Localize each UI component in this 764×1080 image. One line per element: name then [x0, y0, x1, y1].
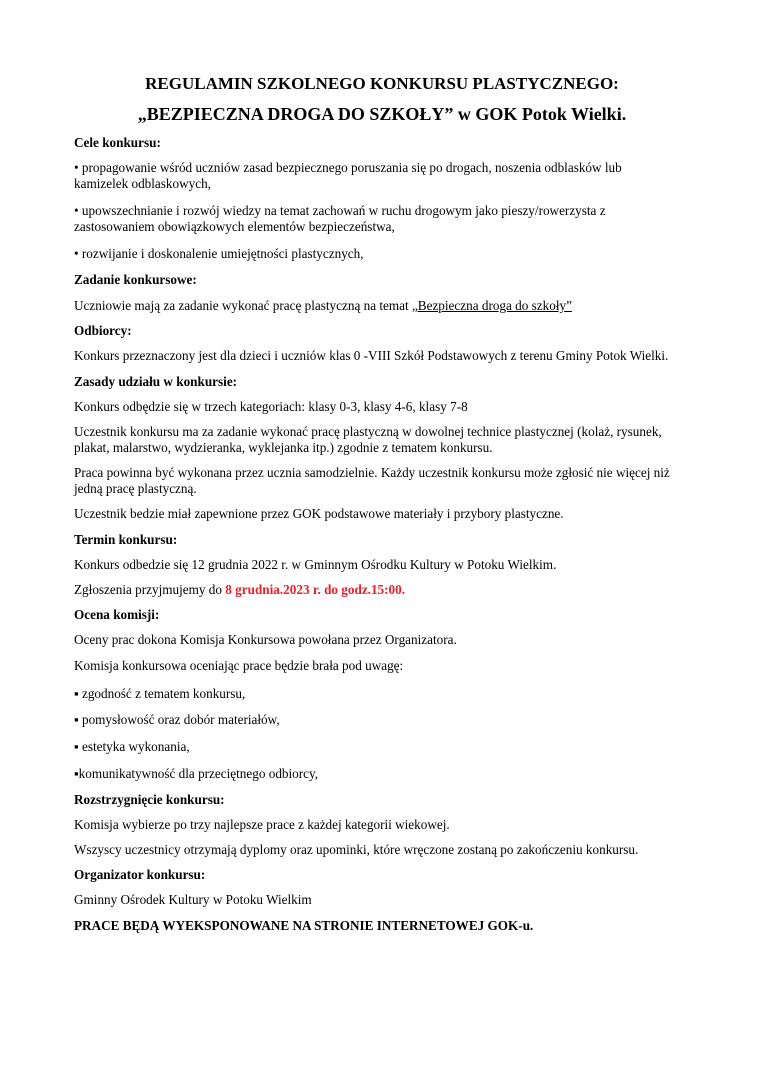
- goal-item-2-line-2: zastosowaniem obowiązkowych elementów bezpieczeństwa,: [74, 219, 395, 234]
- criterion-item-2: ▪ pomysłowość oraz dobór materiałów,: [74, 712, 280, 727]
- contest-date: Konkurs odbedzie się 12 grudnia 2022 r. w Gminnym Ośrodku Kultury w Potoku Wielkim.: [74, 557, 557, 572]
- rules-individual-line-1: Praca powinna być wykonana przez ucznia samodzielnie. Każdy uczestnik konkursu może zgłosić nie więcej niż: [74, 465, 670, 480]
- results-awards: Wszyscy uczestnicy otrzymają dyplomy oraz upominki, które wręczone zostaną po zakończeniu konkursu.: [74, 842, 639, 857]
- criterion-item-4: ▪komunikatywność dla przeciętnego odbiorcy,: [74, 766, 319, 781]
- audience-text: Konkurs przeznaczony jest dla dzieci i uczniów klas 0 -VIII Szkół Podstawowych z terenu Gminy Potok Wielki.: [74, 348, 669, 363]
- task-topic: „Bezpieczna droga do szkoły”: [411, 298, 572, 313]
- section-heading-ocena: Ocena komisji:: [74, 607, 160, 622]
- section-heading-odbiorcy: Odbiorcy:: [74, 323, 132, 338]
- rules-technique-line-1: Uczestnik konkursu ma za zadanie wykonać pracę plastyczną w dowolnej technice plastycznej (kolaż, rysunek,: [74, 424, 662, 439]
- task-description: [74, 298, 572, 314]
- rules-materials: Uczestnik bedzie miał zapewnione przez GOK podstawowe materiały i przybory plastyczne.: [74, 506, 564, 521]
- section-heading-organizator: Organizator konkursu:: [74, 867, 206, 882]
- document-subtitle: „BEZPIECZNA DROGA DO SZKOŁY” w GOK Potok Wielki.: [137, 104, 627, 124]
- rules-technique-line-2: plakat, malarstwo, wydzieranka, wyklejanka itp.) zgodnie z tematem konkursu.: [74, 440, 493, 455]
- document-title: REGULAMIN SZKOLNEGO KONKURSU PLASTYCZNEGO:: [145, 74, 619, 93]
- section-heading-termin: Termin konkursu:: [74, 532, 178, 547]
- rules-categories: Konkurs odbędzie się w trzech kategoriach: klasy 0-3, klasy 4-6, klasy 7-8: [74, 399, 468, 414]
- criterion-item-3: ▪ estetyka wykonania,: [74, 739, 190, 754]
- task-text: Uczniowie mają za zadanie wykonać pracę plastyczną na temat: [74, 298, 412, 313]
- organizer-name: Gminny Ośrodek Kultury w Potoku Wielkim: [74, 892, 312, 907]
- deadline-label: Zgłoszenia przyjmujemy do: [74, 582, 226, 597]
- rules-individual-line-2: jedną pracę plastyczną.: [74, 481, 197, 496]
- deadline-date: 8 grudnia.2023 r. do godz.15:00.: [225, 582, 406, 597]
- results-selection: Komisja wybierze po trzy najlepsze prace z każdej kategorii wiekowej.: [74, 817, 450, 832]
- goal-item-3: • rozwijanie i doskonalenie umiejętności plastycznych,: [74, 246, 364, 261]
- section-heading-zasady: Zasady udziału w konkursie:: [74, 374, 238, 389]
- goal-item-1-line-2: kamizelek odblaskowych,: [74, 176, 211, 191]
- section-heading-zadanie: Zadanie konkursowe:: [74, 272, 197, 287]
- goal-item-1-line-1: • propagowanie wśród uczniów zasad bezpiecznego poruszania się po drogach, noszenia odblasków lub: [74, 160, 622, 175]
- section-heading-rozstrzygniecie: Rozstrzygnięcie konkursu:: [74, 792, 225, 807]
- evaluation-committee: Oceny prac dokona Komisja Konkursowa powołana przez Organizatora.: [74, 632, 457, 647]
- registration-deadline: [74, 582, 405, 598]
- exhibition-note: PRACE BĘDĄ WYEKSPONOWANE NA STRONIE INTERNETOWEJ GOK-u.: [74, 918, 534, 933]
- evaluation-intro: Komisja konkursowa oceniając prace będzie brała pod uwagę:: [74, 658, 404, 673]
- goal-item-2-line-1: • upowszechnianie i rozwój wiedzy na temat zachowań w ruchu drogowym jako pieszy/rowerzysta z: [74, 203, 606, 218]
- section-heading-cele: Cele konkursu:: [74, 135, 161, 150]
- criterion-item-1: ▪ zgodność z tematem konkursu,: [74, 686, 246, 701]
